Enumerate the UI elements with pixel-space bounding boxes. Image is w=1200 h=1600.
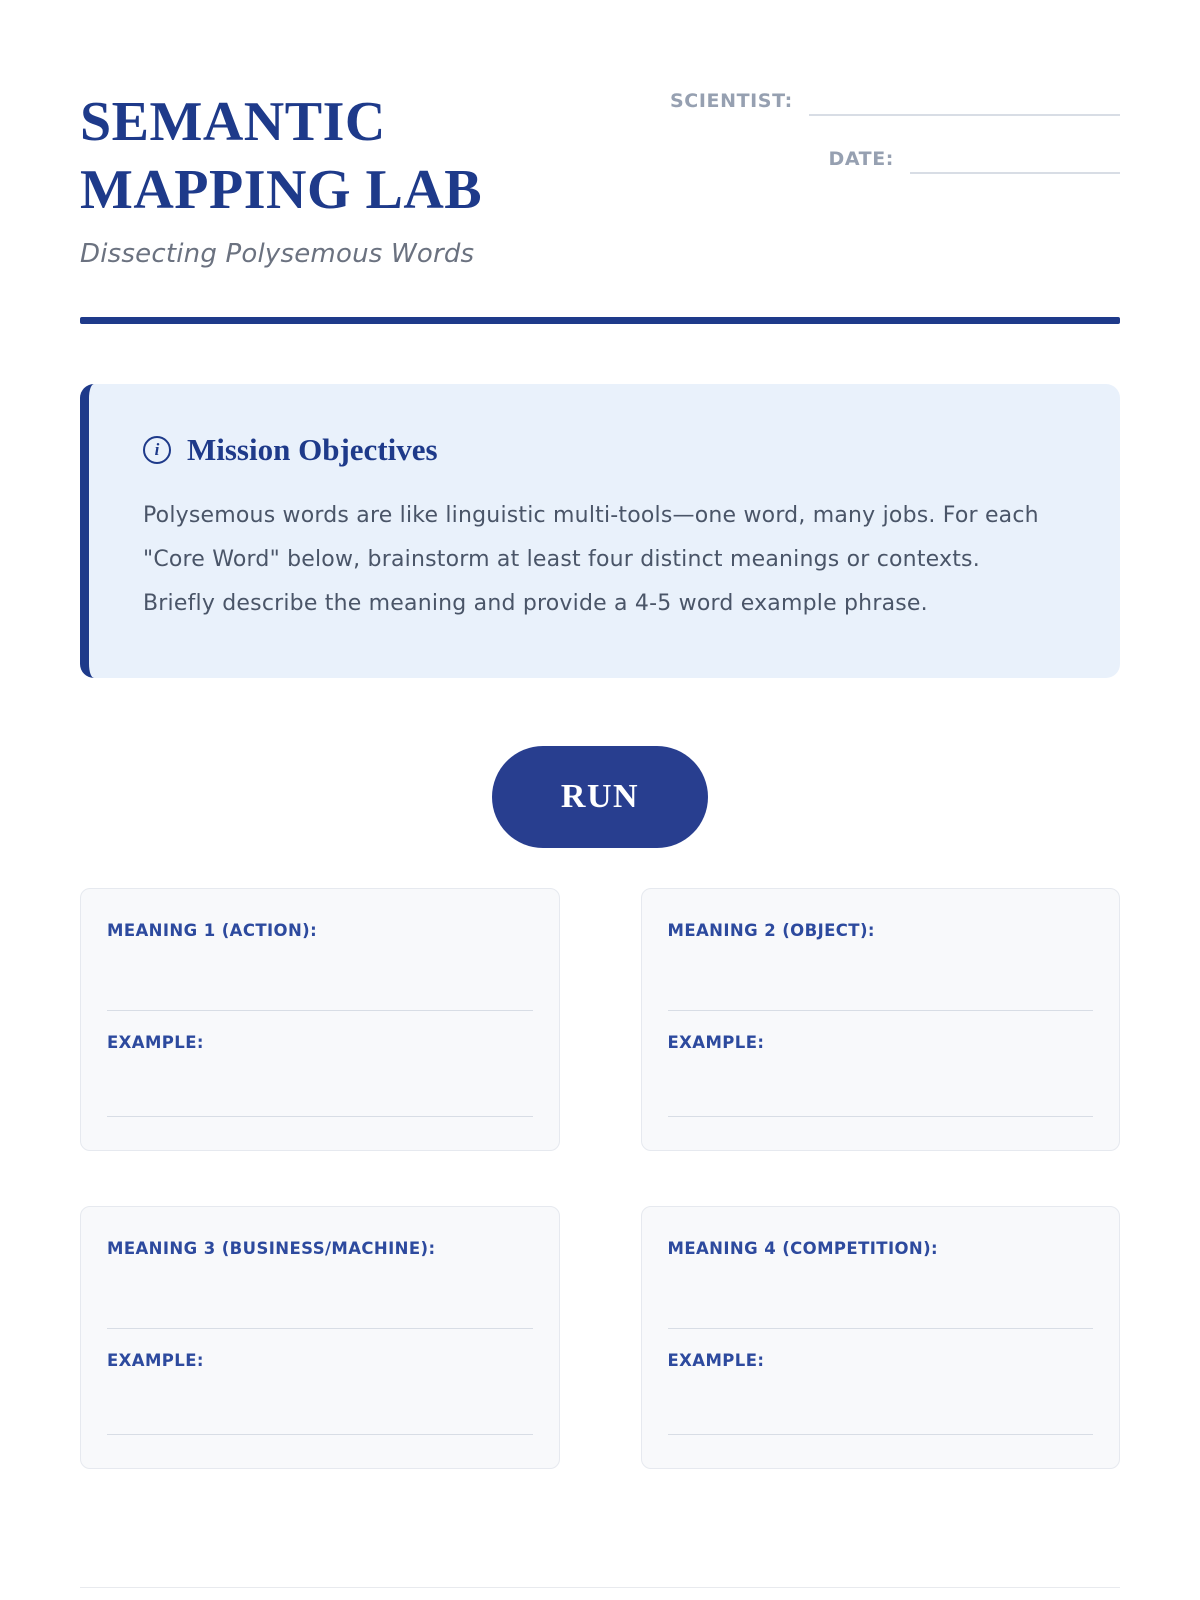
example-input-line[interactable] xyxy=(107,1434,533,1435)
date-input[interactable] xyxy=(910,148,1120,174)
meaning-input-line[interactable] xyxy=(668,1328,1094,1329)
meaning-label: MEANING 2 (OBJECT): xyxy=(667,920,875,940)
mission-title-row xyxy=(143,432,1060,468)
header xyxy=(80,88,1120,269)
date-label: DATE: xyxy=(828,148,894,170)
example-label: EXAMPLE: xyxy=(667,1350,765,1370)
example-input-line[interactable] xyxy=(668,1116,1094,1117)
example-input-line[interactable] xyxy=(107,1116,533,1117)
meaning-input-line[interactable] xyxy=(107,1328,533,1329)
page-title: SEMANTIC MAPPING LAB xyxy=(80,91,483,222)
footer-divider xyxy=(80,1587,1120,1588)
example-input-line[interactable] xyxy=(668,1434,1094,1435)
meaning-label: MEANING 4 (COMPETITION): xyxy=(667,1238,939,1258)
example-label: EXAMPLE: xyxy=(667,1032,765,1052)
meaning-cards-grid xyxy=(80,888,1120,1469)
info-icon: i xyxy=(143,436,171,464)
example-label: EXAMPLE: xyxy=(107,1350,204,1370)
mission-body: Polysemous words are like linguistic multi-tools—one word, many jobs. For each "Core Word" below, brainstorm at least four distinct meanings or contexts. Briefly describe the meaning and provide a 4-5 word example phrase. xyxy=(143,502,1039,616)
core-word-label: RUN xyxy=(560,777,640,815)
example-label: EXAMPLE: xyxy=(107,1032,204,1052)
core-word-run-button[interactable] xyxy=(492,746,708,848)
mission-objectives-box xyxy=(80,384,1120,678)
meaning-card-2 xyxy=(641,888,1121,1151)
meaning-input-line[interactable] xyxy=(668,1010,1094,1011)
scientist-field-row xyxy=(670,90,1120,116)
meaning-label: MEANING 1 (ACTION): xyxy=(107,920,318,940)
meaning-label: MEANING 3 (BUSINESS/MACHINE): xyxy=(107,1238,436,1258)
scientist-label: SCIENTIST: xyxy=(670,90,793,112)
header-fields xyxy=(670,88,1120,206)
meaning-card-3 xyxy=(80,1206,560,1469)
page-subtitle: Dissecting Polysemous Words xyxy=(80,238,475,269)
meaning-card-4 xyxy=(641,1206,1121,1469)
header-divider xyxy=(80,317,1120,324)
date-field-row xyxy=(670,148,1120,174)
title-block xyxy=(80,88,520,269)
meaning-card-1 xyxy=(80,888,560,1151)
mission-title: Mission Objectives xyxy=(187,431,438,467)
meaning-input-line[interactable] xyxy=(107,1010,533,1011)
scientist-input[interactable] xyxy=(809,90,1120,116)
